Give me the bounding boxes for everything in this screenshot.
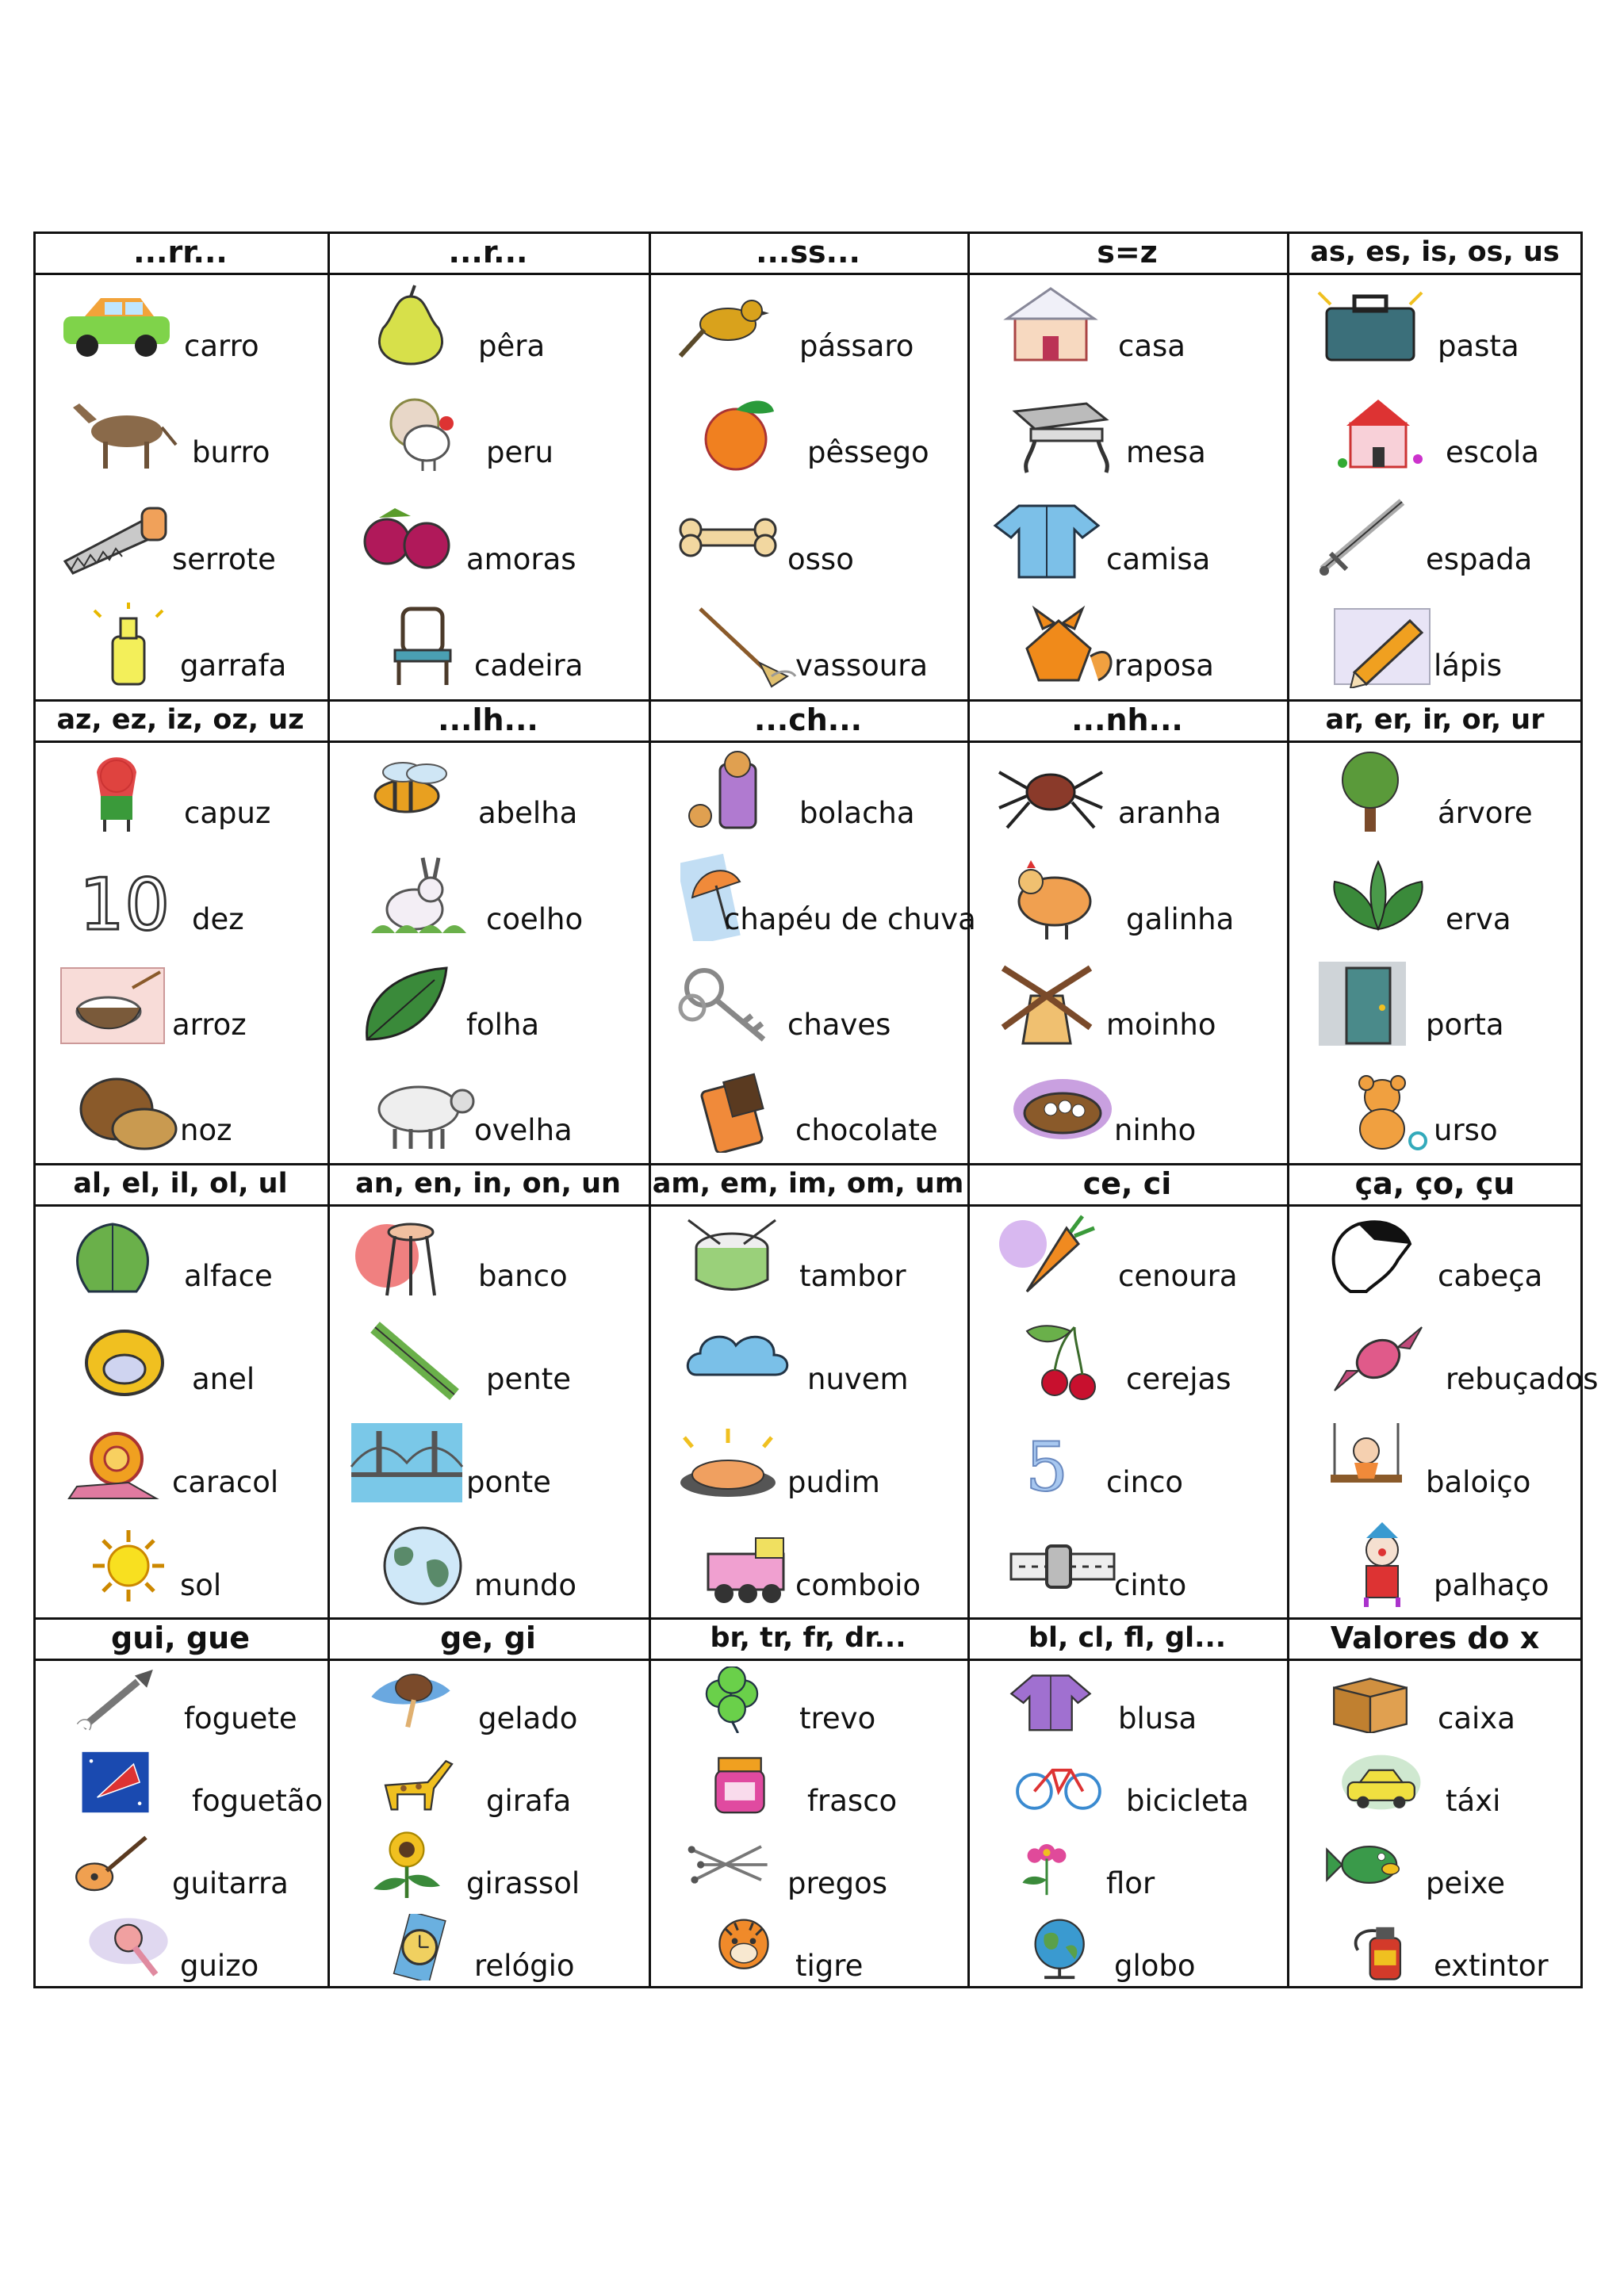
rice-bowl-icon <box>53 960 172 1047</box>
rabbit-icon <box>359 854 478 941</box>
train-icon <box>684 1522 803 1609</box>
word-label: folha <box>466 1007 540 1042</box>
column-divider <box>327 234 330 1986</box>
word-label: amoras <box>466 541 576 576</box>
extinguisher-icon <box>1323 1914 1442 1980</box>
word-label: pêssego <box>807 435 929 470</box>
clown-icon <box>1323 1522 1442 1609</box>
flower-icon <box>987 1831 1106 1898</box>
column-header: al, el, il, ol, ul <box>73 1167 288 1200</box>
jar-icon <box>680 1749 799 1816</box>
stool-icon <box>351 1212 470 1299</box>
chair-icon <box>363 601 482 688</box>
word-label: gelado <box>478 1701 578 1736</box>
word-label: burro <box>192 435 270 470</box>
head-icon <box>1311 1212 1430 1299</box>
word-label: chocolate <box>795 1113 938 1148</box>
word-label: anel <box>192 1361 255 1396</box>
word-label: alface <box>184 1258 273 1293</box>
word-label: vassoura <box>795 649 929 683</box>
word-label: bolacha <box>799 796 915 831</box>
column-header: Valores do x <box>1330 1621 1540 1655</box>
word-label: arroz <box>172 1007 247 1042</box>
word-label: peru <box>486 435 553 470</box>
word-label: raposa <box>1114 649 1214 683</box>
word-label: casa <box>1118 328 1185 363</box>
word-label: sol <box>180 1568 222 1603</box>
word-label: tambor <box>799 1258 906 1293</box>
blouse-icon <box>991 1667 1110 1733</box>
word-label: pregos <box>787 1866 888 1901</box>
word-label: pasta <box>1438 328 1519 363</box>
word-label: palhaço <box>1434 1568 1549 1603</box>
word-label: rebuçados <box>1446 1361 1599 1396</box>
word-label: comboio <box>795 1568 921 1603</box>
column-header: az, ez, iz, oz, uz <box>56 703 304 736</box>
svg-text:5: 5 <box>1025 1428 1069 1506</box>
word-label: guitarra <box>172 1866 289 1901</box>
word-label: ovelha <box>474 1113 573 1148</box>
word-label: foguetão <box>192 1784 324 1819</box>
spider-icon <box>991 748 1110 836</box>
word-label: cinco <box>1106 1465 1184 1500</box>
word-label: porta <box>1426 1007 1504 1042</box>
nails-icon <box>668 1831 787 1898</box>
tree-icon <box>1311 748 1430 836</box>
peach-icon <box>680 388 799 475</box>
comb-icon <box>359 1315 478 1402</box>
briefcase-icon <box>1311 281 1430 368</box>
word-label: pudim <box>787 1465 880 1500</box>
column-header: an, en, in, on, un <box>355 1167 621 1200</box>
column-header: ...ss... <box>756 235 860 270</box>
column-header: ...r... <box>448 235 528 270</box>
word-label: baloiço <box>1426 1465 1531 1500</box>
word-label: guizo <box>180 1949 259 1984</box>
word-label: foguete <box>184 1701 297 1736</box>
word-label: erva <box>1446 901 1511 936</box>
school-icon <box>1319 388 1438 475</box>
cookie-jar-icon <box>672 748 791 836</box>
word-label: abelha <box>478 796 578 831</box>
column-header: as, es, is, os, us <box>1310 235 1560 268</box>
leaf-icon <box>347 960 466 1047</box>
word-label: relógio <box>474 1949 575 1984</box>
word-label: caracol <box>172 1465 279 1500</box>
walnut-icon <box>69 1066 188 1153</box>
column-header: ar, er, ir, or, ur <box>1325 703 1545 736</box>
word-label: camisa <box>1106 541 1211 576</box>
taxi-icon <box>1319 1749 1438 1816</box>
sunflower-icon <box>347 1831 466 1898</box>
spaceship-icon <box>65 1749 184 1816</box>
word-label: cerejas <box>1126 1361 1231 1396</box>
word-label: pássaro <box>799 328 914 363</box>
number-five-icon <box>987 1419 1106 1506</box>
lettuce-icon <box>57 1212 176 1299</box>
carrot-icon <box>991 1212 1110 1299</box>
word-label: nuvem <box>807 1361 909 1396</box>
pencil-icon <box>1323 601 1442 688</box>
word-label: noz <box>180 1113 232 1148</box>
word-label: banco <box>478 1258 568 1293</box>
firework-rocket-icon <box>57 1667 176 1733</box>
bicycle-icon <box>999 1749 1118 1816</box>
bottle-icon <box>69 601 188 688</box>
bee-icon <box>351 748 470 836</box>
table-icon <box>999 388 1118 475</box>
keys-icon <box>668 960 787 1047</box>
herb-icon <box>1319 854 1438 941</box>
svg-text:10: 10 <box>79 863 170 942</box>
word-label: mundo <box>474 1568 577 1603</box>
column-header: ça, ço, çu <box>1354 1166 1515 1201</box>
column-divider <box>649 234 651 1986</box>
word-label: bicicleta <box>1126 1784 1249 1819</box>
word-label: capuz <box>184 796 271 831</box>
desk-globe-icon <box>1003 1914 1122 1980</box>
word-label: lápis <box>1434 649 1502 683</box>
word-label: trevo <box>799 1701 876 1736</box>
word-label: pêra <box>478 328 546 363</box>
belt-icon <box>1003 1522 1122 1609</box>
rattle-icon <box>69 1914 188 1980</box>
word-label: espada <box>1426 541 1533 576</box>
watch-icon <box>363 1914 482 1980</box>
word-label: girassol <box>466 1866 580 1901</box>
word-label: cabeça <box>1438 1258 1543 1293</box>
word-label: mesa <box>1126 435 1206 470</box>
word-label: blusa <box>1118 1701 1197 1736</box>
column-header: ...ch... <box>753 702 863 737</box>
sun-icon <box>69 1522 188 1609</box>
word-label: caixa <box>1438 1701 1515 1736</box>
turkey-icon <box>359 388 478 475</box>
ice-cream-icon <box>351 1667 470 1733</box>
column-header: gui, gue <box>111 1621 250 1655</box>
word-label: frasco <box>807 1784 898 1819</box>
header-divider <box>36 1204 1580 1207</box>
pudding-icon <box>668 1419 787 1506</box>
hen-icon <box>999 854 1118 941</box>
clover-icon <box>672 1667 791 1733</box>
header-divider <box>36 1659 1580 1661</box>
word-label: escola <box>1446 435 1539 470</box>
donkey-icon <box>65 388 184 475</box>
bridge-icon <box>347 1419 466 1506</box>
column-header: am, em, im, om, um <box>652 1167 964 1200</box>
word-label: chaves <box>787 1007 891 1042</box>
column-header: bl, cl, fl, gl... <box>1028 1621 1227 1654</box>
word-label: girafa <box>486 1784 572 1819</box>
column-header: ce, ci <box>1082 1166 1172 1201</box>
word-label: extintor <box>1434 1949 1549 1984</box>
word-label: urso <box>1434 1113 1498 1148</box>
giraffe-icon <box>359 1749 478 1816</box>
word-label: flor <box>1106 1866 1155 1901</box>
word-label: aranha <box>1118 796 1222 831</box>
word-label: tigre <box>795 1949 864 1984</box>
swing-icon <box>1307 1419 1426 1506</box>
box-icon <box>1311 1667 1430 1733</box>
windmill-icon <box>987 960 1106 1047</box>
word-label: chapéu de chuva <box>724 901 976 936</box>
word-label: ponte <box>466 1465 551 1500</box>
column-header: br, tr, fr, dr... <box>710 1621 906 1654</box>
column-header: ...lh... <box>438 702 538 737</box>
word-label: árvore <box>1438 796 1533 831</box>
red-riding-hood-icon <box>57 748 176 836</box>
word-label: galinha <box>1126 901 1235 936</box>
fish-icon <box>1307 1831 1426 1898</box>
word-label: pente <box>486 1361 571 1396</box>
word-label: cinto <box>1114 1568 1187 1603</box>
word-label: cenoura <box>1118 1258 1238 1293</box>
drum-icon <box>672 1212 791 1299</box>
column-divider <box>967 234 970 1986</box>
column-header: s=z <box>1097 235 1158 270</box>
shirt-icon <box>987 494 1106 581</box>
header-divider <box>36 273 1580 275</box>
word-label: garrafa <box>180 649 287 683</box>
nest-icon <box>1003 1066 1122 1153</box>
pear-icon <box>351 281 470 368</box>
header-divider <box>36 740 1580 743</box>
chocolate-icon <box>684 1066 803 1153</box>
word-label: globo <box>1114 1949 1196 1984</box>
word-label: coelho <box>486 901 584 936</box>
teddy-bear-icon <box>1323 1066 1442 1153</box>
word-label: peixe <box>1426 1866 1506 1901</box>
bone-icon <box>668 494 787 581</box>
cherries-icon <box>999 1315 1118 1402</box>
fox-icon <box>1003 601 1122 688</box>
tiger-icon <box>684 1914 803 1980</box>
word-label: cadeira <box>474 649 584 683</box>
car-icon <box>57 281 176 368</box>
word-label: carro <box>184 328 259 363</box>
globe-world-icon <box>363 1522 482 1609</box>
house-icon <box>991 281 1110 368</box>
word-label: serrote <box>172 541 276 576</box>
snail-icon <box>53 1419 172 1506</box>
column-divider <box>1287 234 1289 1986</box>
saw-icon <box>53 494 172 581</box>
sheep-icon <box>363 1066 482 1153</box>
column-header: ...nh... <box>1071 702 1183 737</box>
blackberries-icon <box>347 494 466 581</box>
door-icon <box>1307 960 1426 1047</box>
word-label: ninho <box>1114 1113 1197 1148</box>
word-label: moinho <box>1106 1007 1216 1042</box>
column-header: ge, gi <box>440 1621 536 1655</box>
cloud-icon <box>680 1315 799 1402</box>
bird-icon <box>672 281 791 368</box>
column-header: ...rr... <box>133 235 228 270</box>
ring-icon <box>65 1315 184 1402</box>
number-ten-icon <box>65 854 184 941</box>
broom-icon <box>684 601 803 688</box>
word-label: dez <box>192 901 244 936</box>
sword-icon <box>1307 494 1426 581</box>
guitar-icon <box>53 1831 172 1898</box>
word-label: táxi <box>1446 1784 1501 1819</box>
word-label: osso <box>787 541 854 576</box>
candy-icon <box>1319 1315 1438 1402</box>
